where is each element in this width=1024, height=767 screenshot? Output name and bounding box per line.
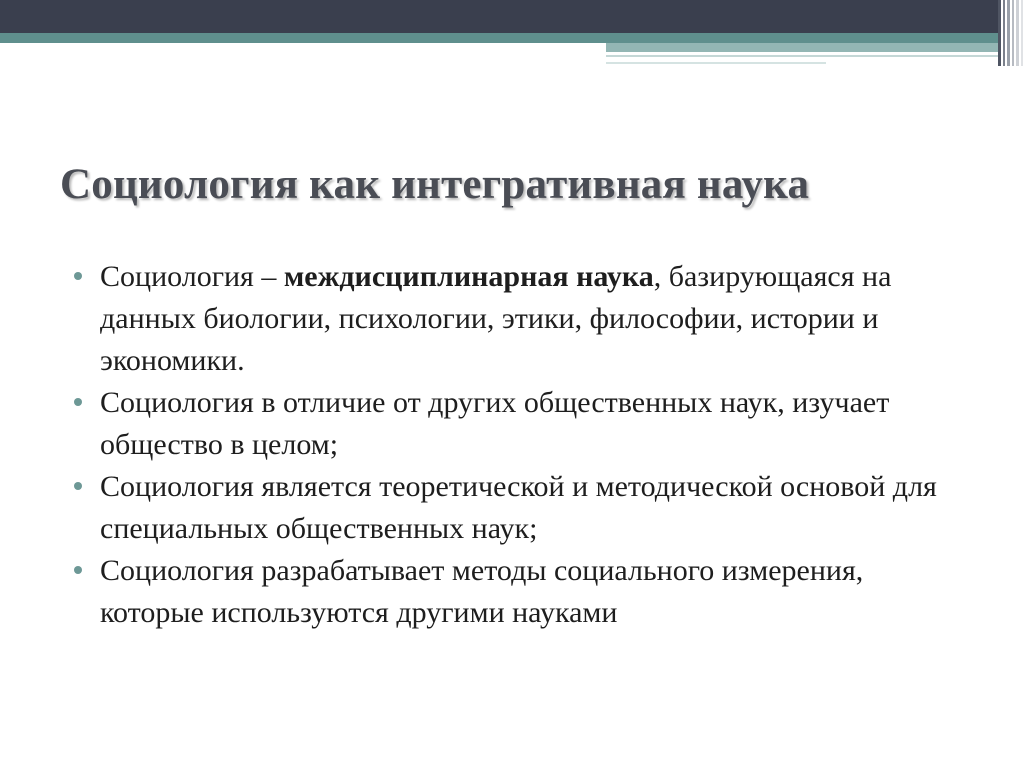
bullet-item xyxy=(72,256,972,382)
bullet-item xyxy=(72,466,972,550)
bullet-item xyxy=(72,550,972,634)
slide-title: Социология как интегративная наука xyxy=(60,161,810,208)
bullet-text-bold: междисциплинарная наука xyxy=(283,260,654,293)
bullet-list xyxy=(72,256,972,634)
bullet-text: Социология разрабатывает методы социального измерения, которые используются другими науками xyxy=(100,554,864,629)
bullet-item xyxy=(72,382,972,466)
bullet-text-suffix: , базирующаяся на данных биологии, психологии, этики, философии, истории и экономики. xyxy=(100,260,892,377)
bullet-text: Социология является теоретической и методической основой для специальных общественных наук; xyxy=(100,470,937,545)
header-teal-light-bar xyxy=(606,43,998,52)
bullet-dot-icon xyxy=(74,272,82,280)
header-teal-bar xyxy=(0,33,998,43)
bullet-dot-icon xyxy=(74,566,82,574)
bullet-text-prefix: Социология – xyxy=(100,260,284,293)
bullet-text: Социология в отличие от других общественных наук, изучает общество в целом; xyxy=(100,386,890,461)
bullet-dot-icon xyxy=(74,482,82,490)
header-dark-bar xyxy=(0,0,998,33)
bullet-dot-icon xyxy=(74,398,82,406)
header-thin-line xyxy=(606,55,998,57)
header-thin-line-short xyxy=(606,62,826,64)
header-stripes xyxy=(998,0,1024,66)
